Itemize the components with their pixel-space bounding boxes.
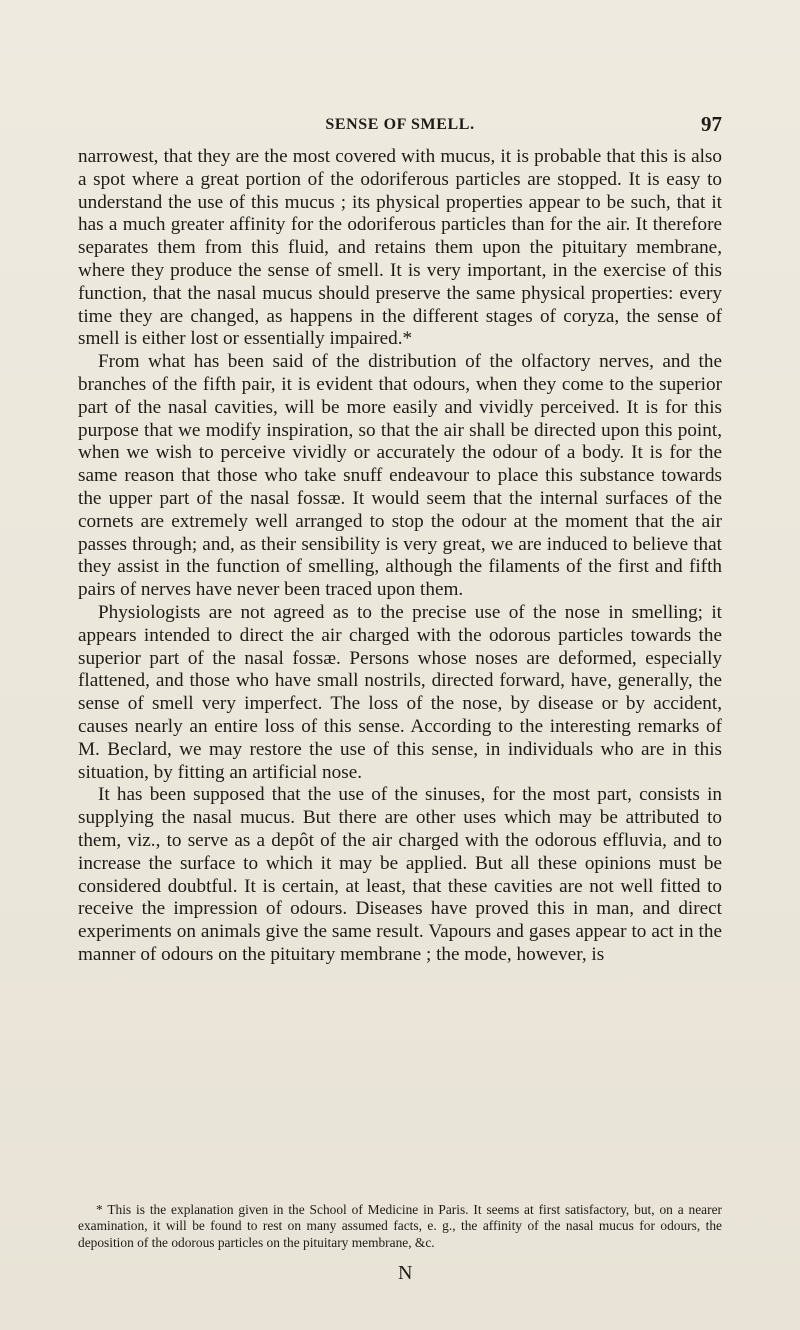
signature-mark: N — [398, 1262, 413, 1284]
running-title: SENSE OF SMELL. — [325, 116, 475, 133]
running-head — [78, 112, 722, 140]
paragraph: From what has been said of the distribution of the olfactory nerves, and the branches of the fifth pair, it is evident that odours, when they come to the superior part of the nasal cavities, will be more easily and vividly perceived. It is for this purpose that we modify inspiration, so that the air shall be directed upon this point, when we wish to perceive vividly or accurately the odour of a body. It is for the same reason that those who take snuff endeavour to place this substance towards the upper part of the nasal fossæ. It would seem that the internal surfaces of the cornets are extremely well arranged to stop the odour at the moment that the air passes through; and, as their sensibility is very great, we are induced to believe that they assist in the function of smelling, although the filaments of the first and fifth pairs of nerves have never been traced upon them. — [78, 351, 722, 601]
footnote: * This is the explanation given in the School of Medicine in Paris. It seems at first satisfactory, but, on a nearer examination, it will be found to rest on many assumed facts, e. g., the affinity of the nasal mucus for odours, the deposition of the odorous particles on the pituitary membrane, &c. — [78, 1202, 722, 1250]
paragraph: narrowest, that they are the most covered with mucus, it is probable that this is also a spot where a great portion of the odoriferous particles are stopped. It is easy to understand the use of this mucus ; its physical properties appear to be such, that it has a much greater affinity for the odoriferous particles than for the air. It therefore separates them from this fluid, and retains them upon the pituitary membrane, where they produce the sense of smell. It is very important, in the exercise of this function, that the nasal mucus should preserve the same physical properties: every time they are changed, as happens in the different stages of coryza, the sense of smell is either lost or essentially impaired.* — [78, 146, 722, 350]
paragraph: It has been supposed that the use of the sinuses, for the most part, consists in supplying the nasal mucus. But there are other uses which may be attributed to them, viz., to serve as a depôt of the air charged with the odorous effluvia, and to increase the surface to which it may be applied. But all these opinions must be considered doubtful. It is certain, at least, that these cavities are not well fitted to receive the impression of odours. Diseases have proved this in man, and direct experiments on animals give the same result. Vapours and gases appear to act in the manner of odours on the pituitary membrane ; the mode, however, is — [78, 784, 722, 965]
body-text — [78, 146, 722, 967]
page-number: 97 — [701, 112, 722, 136]
paragraph: Physiologists are not agreed as to the precise use of the nose in smelling; it appears intended to direct the air charged with the odorous particles towards the superior part of the nasal fossæ. Persons whose noses are deformed, especially flattened, and those who have small nostrils, directed forward, have, generally, the sense of smell very imperfect. The loss of the nose, by disease or by accident, causes nearly an entire loss of this sense. According to the interesting remarks of M. Beclard, we may restore the use of this sense, in individuals who are in this situation, by fitting an artificial nose. — [78, 601, 722, 783]
